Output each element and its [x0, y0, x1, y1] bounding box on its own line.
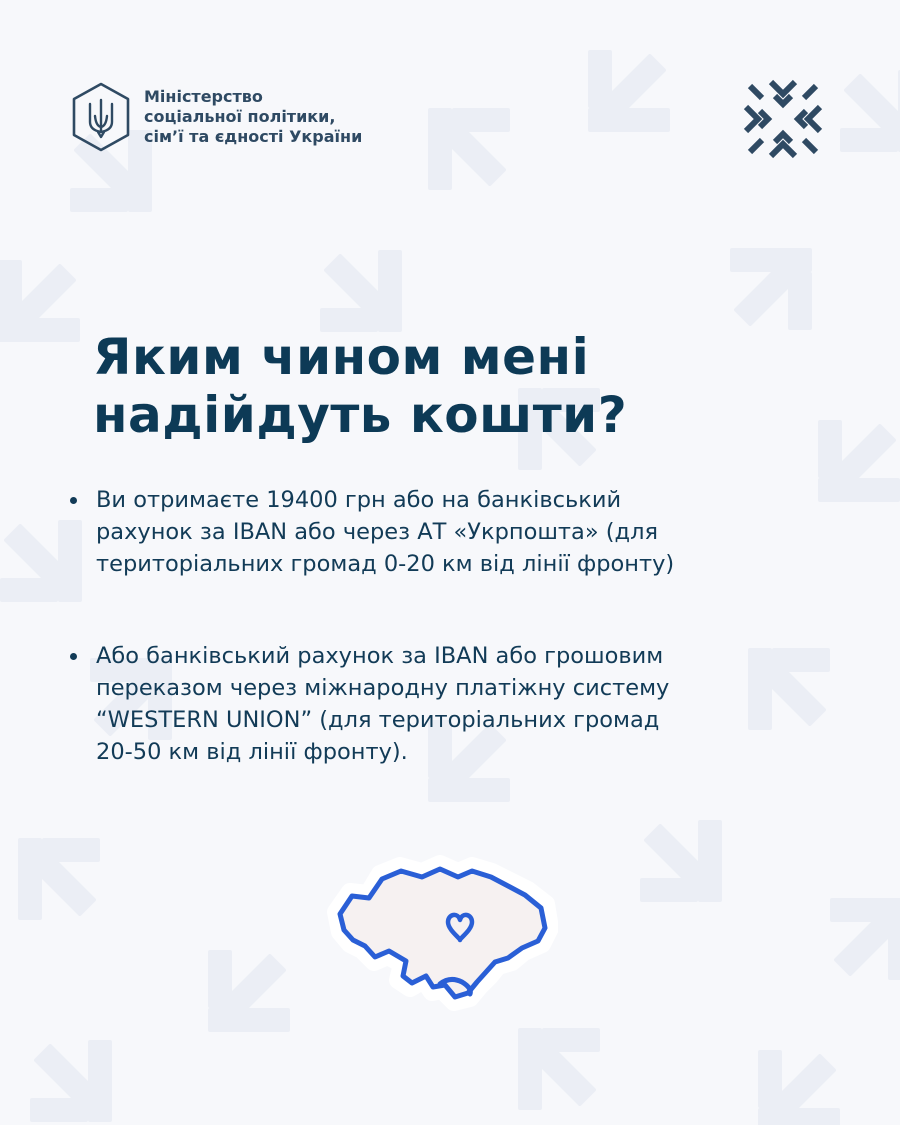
bullet-1-line-3: територіальних громад 0-20 км від лінії фронту): [96, 551, 675, 577]
bullet-2-line-4: 20-50 км від лінії фронту).: [96, 739, 408, 765]
list-item: [68, 484, 838, 580]
ministry-header: [70, 82, 362, 152]
bullet-2-line-2: переказом через міжнародну платіжну систему: [96, 675, 670, 701]
snowflake-arrows-icon: [740, 76, 826, 162]
title-line-1: Яким чином мені: [93, 328, 590, 386]
ministry-name: [144, 87, 362, 147]
payment-options-list: [68, 484, 838, 768]
bullet-2-line-3: “WESTERN UNION” (для територіальних громад: [96, 707, 660, 733]
bullet-2-line-1: Або банківський рахунок за IBAN або грошовим: [96, 643, 664, 669]
ukraine-map-heart-icon: [322, 852, 558, 1012]
page-title: [93, 328, 627, 444]
bullet-1-line-1: Ви отримаєте 19400 грн або на банківський: [96, 487, 622, 513]
ministry-name-line-1: Міністерство: [144, 87, 263, 106]
ministry-name-line-2: соціальної політики,: [144, 107, 336, 126]
title-line-2: надійдуть кошти?: [93, 386, 628, 444]
ministry-name-line-3: сім’ї та єдності України: [144, 127, 363, 146]
trident-shield-icon: [70, 82, 132, 152]
list-item: [68, 640, 838, 768]
bullet-1-line-2: рахунок за IBAN або через АТ «Укрпошта» (для: [96, 519, 658, 545]
